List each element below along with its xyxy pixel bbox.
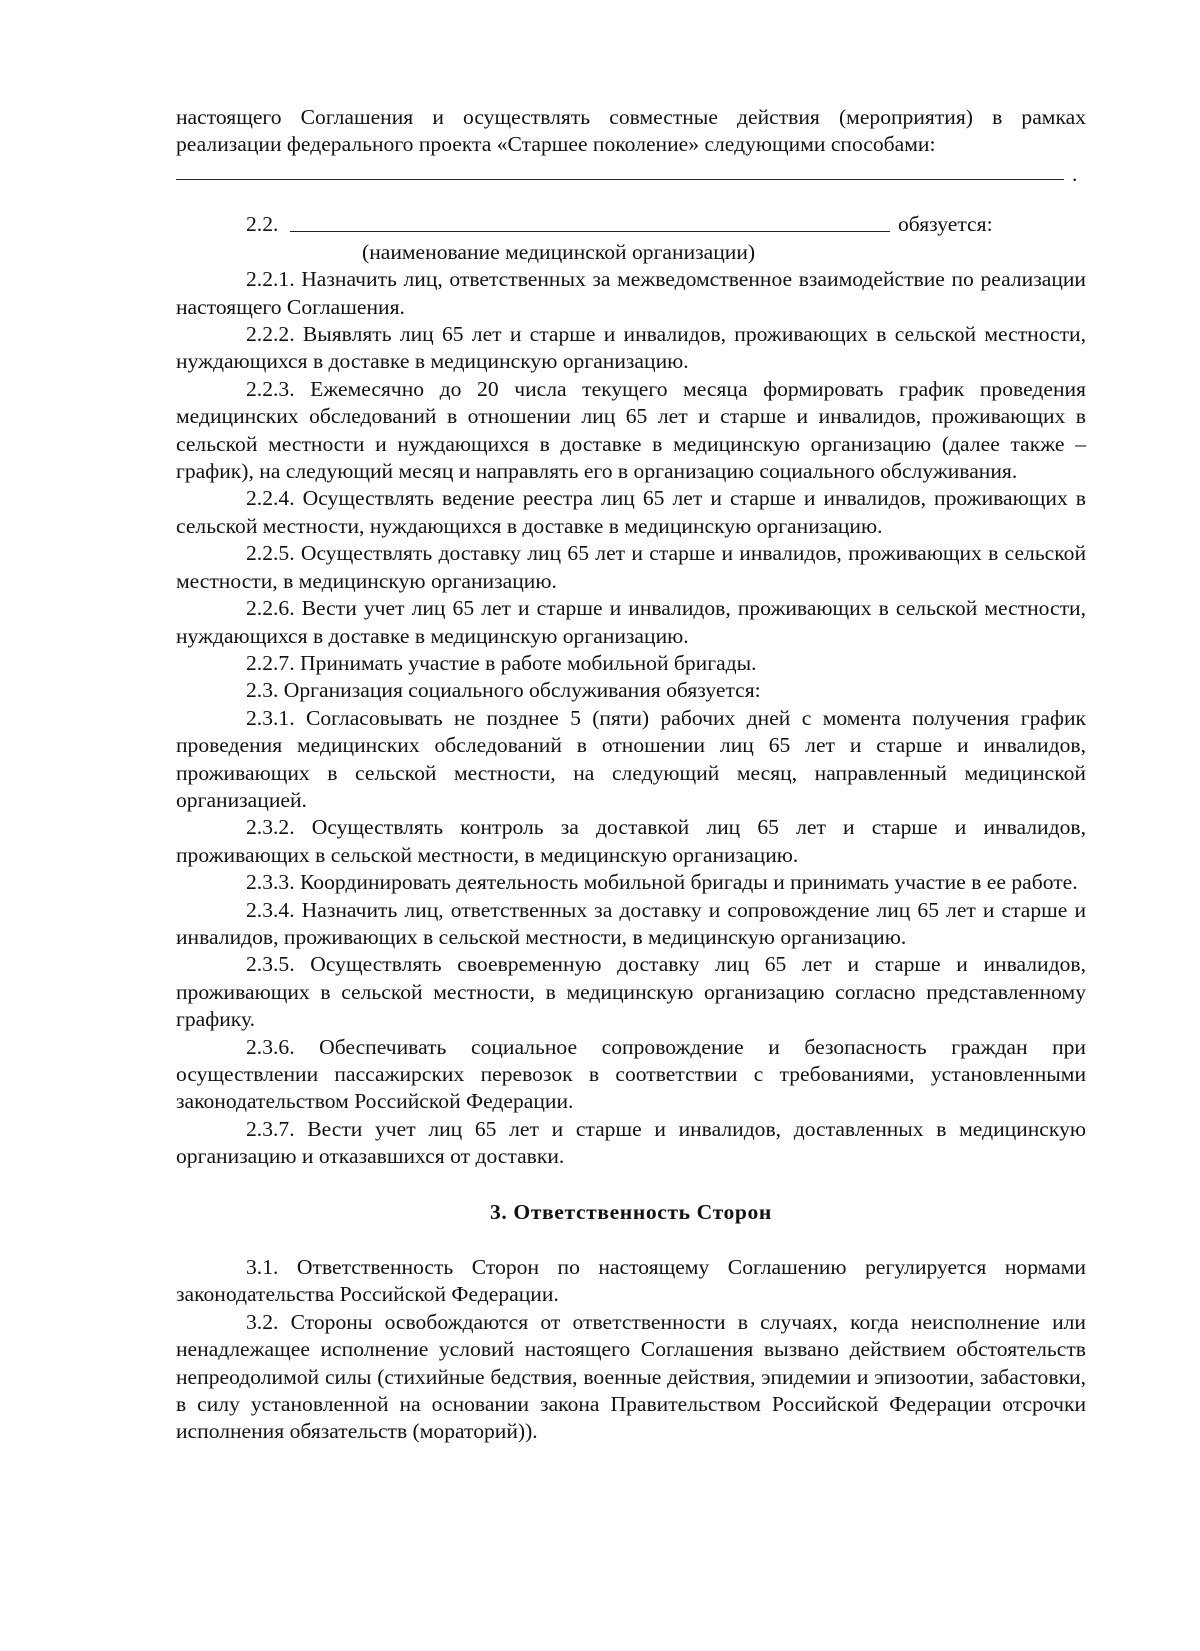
document-page	[176, 104, 1086, 1446]
obligation-word: обязуется:	[898, 211, 993, 236]
paragraph-2-3-5: 2.3.5. Осуществлять своевременную доставку лиц 65 лет и старше и инвалидов, проживающих в сельской местности, в медицинскую организацию согласно представленному графику.	[176, 952, 1086, 1032]
paragraph-2-2-7: 2.2.7. Принимать участие в работе мобильной бригады.	[246, 650, 757, 675]
clause-number: 2.2.	[246, 211, 279, 236]
paragraph-2-2-1: 2.2.1. Назначить лиц, ответственных за межведомственное взаимодействие по реализации настоящего Соглашения.	[176, 267, 1086, 319]
paragraph-2-3-1: 2.3.1. Согласовывать не позднее 5 (пяти) рабочих дней с момента получения график проведения медицинских обследований в отношении лиц 65 лет и старше и инвалидов, проживающих в сельской местности, на следующий месяц, направленный медицинской организацией.	[176, 705, 1086, 812]
paragraph-2-2-2: 2.2.2. Выявлять лиц 65 лет и старше и инвалидов, проживающих в сельской местности, нуждающихся в доставке в медицинскую организацию.	[176, 322, 1086, 374]
paragraph-2-3-2: 2.3.2. Осуществлять контроль за доставкой лиц 65 лет и старше и инвалидов, проживающих в сельской местности, в медицинскую организацию.	[176, 815, 1086, 867]
paragraph-2-3-4: 2.3.4. Назначить лиц, ответственных за доставку и сопровождение лиц 65 лет и старше и инвалидов, проживающих в сельской местности, в медицинскую организацию.	[176, 897, 1086, 949]
paragraph-2-3-3: 2.3.3. Координировать деятельность мобильной бригады и принимать участие в ее работе.	[246, 870, 1078, 895]
paragraph-2-3-6: 2.3.6. Обеспечивать социальное сопровождение и безопасность граждан при осуществлении пассажирских перевозок в соответствии с требованиями, установленными законодательством Российской Федерации.	[176, 1034, 1086, 1114]
intro-paragraph: настоящего Соглашения и осуществлять совместные действия (мероприятия) в рамках реализации федерального проекта «Старшее поколение» следующими способами:	[176, 105, 1086, 157]
paragraph-3-2: 3.2. Стороны освобождаются от ответственности в случаях, когда неисполнение или ненадлежащее исполнение условий настоящего Соглашения вызвано действием обстоятельств непреодолимой силы (стихийные бедствия, военные действия, эпидемии и эпизоотии, забастовки, в силу установленной на основании закона Правительством Российской Федерации отсрочки исполнения обязательств (мораторий)).	[176, 1309, 1086, 1444]
organization-name-blank	[290, 231, 890, 232]
paragraph-2-2-6: 2.2.6. Вести учет лиц 65 лет и старше и инвалидов, проживающих в сельской местности, нуждающихся в доставке в медицинскую организацию.	[176, 596, 1086, 648]
paragraph-2-3: 2.3. Организация социального обслуживания обязуется:	[246, 678, 761, 703]
blank-underline	[176, 179, 1064, 180]
clause-2-2-line	[176, 211, 1086, 239]
line-end-period: .	[1072, 161, 1078, 186]
organization-name-caption: (наименование медицинской организации)	[362, 239, 756, 264]
methods-blank-line	[176, 161, 1086, 187]
paragraph-2-2-5: 2.2.5. Осуществлять доставку лиц 65 лет и старше и инвалидов, проживающих в сельской местности, в медицинскую организацию.	[176, 541, 1086, 593]
paragraph-2-2-4: 2.2.4. Осуществлять ведение реестра лиц 65 лет и старше и инвалидов, проживающих в сельской местности, нуждающихся в доставке в медицинскую организацию.	[176, 486, 1086, 538]
paragraph-2-2-3: 2.2.3. Ежемесячно до 20 числа текущего месяца формировать график проведения медицинских обследований в отношении лиц 65 лет и старше и инвалидов, проживающих в сельской местности и нуждающихся в доставке в медицинскую организацию (далее также – график), на следующий месяц и направлять его в организацию социального обслуживания.	[176, 376, 1086, 484]
paragraph-3-1: 3.1. Ответственность Сторон по настоящему Соглашению регулируется нормами законодательства Российской Федерации.	[176, 1255, 1086, 1307]
section-3-heading: 3. Ответственность Сторон	[490, 1199, 772, 1224]
paragraph-2-3-7: 2.3.7. Вести учет лиц 65 лет и старше и инвалидов, доставленных в медицинскую организацию и отказавшихся от доставки.	[176, 1116, 1086, 1169]
